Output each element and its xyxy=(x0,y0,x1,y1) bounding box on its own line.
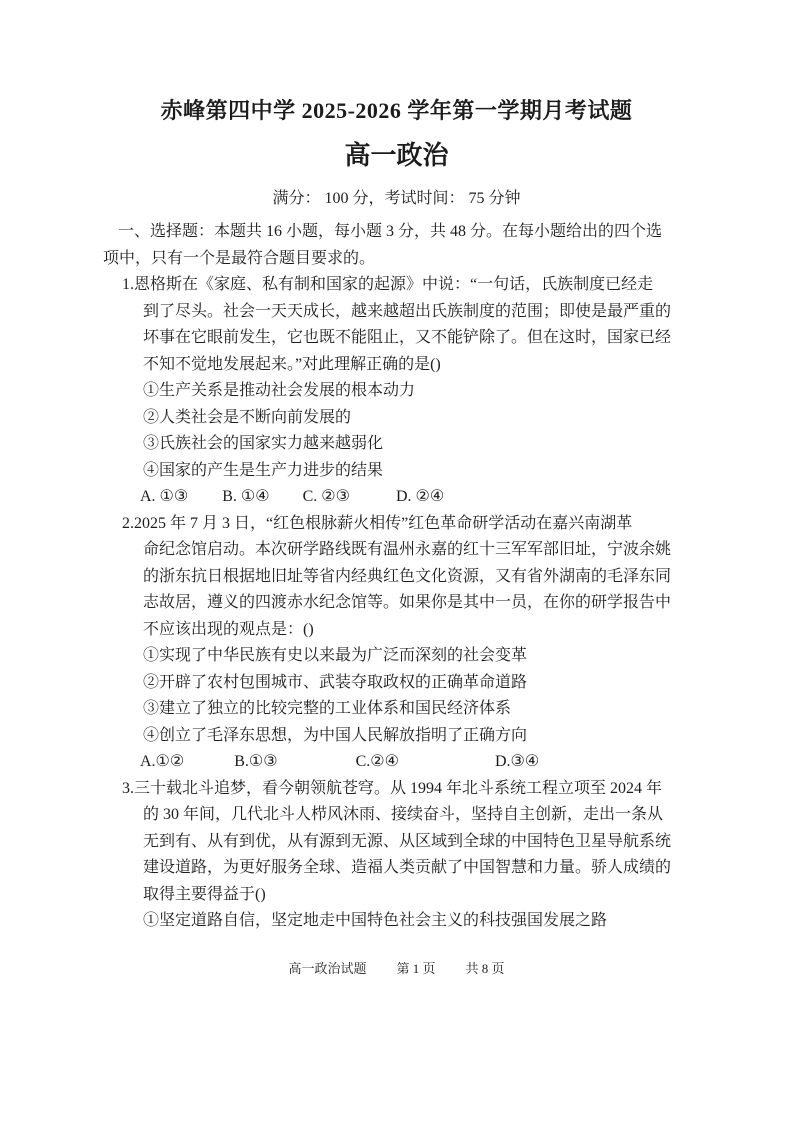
option-statement-4: ④创立了毛泽东思想，为中国人民解放指明了正确方向 xyxy=(143,726,528,744)
question-1 xyxy=(0,272,793,511)
footer-doc-label: 高一政治试题 xyxy=(288,960,367,976)
option-statement-1: ①生产关系是推动社会发展的根本动力 xyxy=(143,382,416,399)
footer-page-number: 第 1 页 xyxy=(396,960,436,976)
question-line: 2.2025 年 7 月 3 日，“红色根脉薪火相传”红色革命研学活动在嘉兴南湖革 xyxy=(122,514,633,532)
choice-c: C. ②③ xyxy=(302,488,350,505)
choice-c: C.②④ xyxy=(355,753,399,770)
question-line: 命纪念馆启动。本次研学路线既有温州永嘉的红十三军军部旧址，宁波余姚 xyxy=(143,541,672,558)
option-statement-1: ①实现了中华民族有史以来最为广泛而深刻的社会变革 xyxy=(143,647,528,664)
option-statement-2: ②开辟了农村包围城市、武装夺取政权的正确革命道路 xyxy=(143,673,528,691)
footer-total-pages: 共 8 页 xyxy=(465,960,505,976)
question-line: 不应该出现的观点是：() xyxy=(143,620,314,638)
choice-d: D. ②④ xyxy=(395,488,445,505)
question-line: 取得主要得益于() xyxy=(143,885,266,903)
question-line: 坏事在它眼前发生，它也既不能阻止，又不能铲除了。但在这时，国家已经 xyxy=(143,329,672,346)
exam-body xyxy=(0,219,793,935)
question-2 xyxy=(0,511,793,776)
option-statement-3: ③建立了独立的比较完整的工业体系和国民经济体系 xyxy=(143,700,512,717)
choice-d: D.③④ xyxy=(494,753,540,770)
question-line: 志故居，遵义的四渡赤水纪念馆等。如果你是其中一员，在你的研学报告中 xyxy=(143,594,672,611)
question-line: 1.恩格斯在《家庭、私有制和国家的起源》中说：“一句话，氏族制度已经走 xyxy=(122,276,654,293)
question-line: 的 30 年间，几代北斗人栉风沐雨、接续奋斗，坚持自主创新，走出一条从 xyxy=(143,806,664,823)
answer-choices-row xyxy=(140,484,793,511)
section-header-line: 项中，只有一个是最符合题目要求的。 xyxy=(103,249,376,267)
option-statement-4: ④国家的产生是生产力进步的结果 xyxy=(143,461,384,479)
question-line: 到了尽头。社会一天天成长，越来越超出氏族制度的范围；即使是最严重的 xyxy=(143,302,672,320)
option-statement-1: ①坚定道路自信，坚定地走中国特色社会主义的科技强国发展之路 xyxy=(143,912,608,929)
choice-a: A. ①③ xyxy=(140,488,189,505)
subject-subtitle: 高一政治 xyxy=(344,141,449,170)
page-footer xyxy=(0,961,793,977)
section-header-line: 一、选择题：本题共 16 小题，每小题 3 分，共 48 分。在每小题给出的四个选 xyxy=(118,223,663,240)
answer-choices-row xyxy=(140,749,793,776)
question-line: 无到有、从有到优，从有源到无源、从区域到全球的中国特色卫星导航系统 xyxy=(143,832,672,850)
choice-b: B. ①④ xyxy=(222,488,270,505)
question-line: 不知不觉地发展起来。”对此理解正确的是() xyxy=(143,355,441,373)
page-title: 赤峰第四中学 2025-2026 学年第一学期月考试题 xyxy=(160,98,633,123)
choice-a: A.①② xyxy=(140,753,185,770)
question-line: 的浙东抗日根据地旧址等省内经典红色文化资源，又有省外湖南的毛泽东同 xyxy=(143,567,672,585)
choice-b: B.①③ xyxy=(234,753,278,770)
question-line: 建设道路，为更好服务全球、造福人类贡献了中国智慧和力量。骄人成绩的 xyxy=(143,859,672,876)
question-3 xyxy=(0,776,793,935)
exam-meta: 满分： 100 分，考试时间： 75 分钟 xyxy=(272,190,521,207)
question-line: 3.三十载北斗追梦，看今朝领航苍穹。从 1994 年北斗系统工程立项至 2024 年 xyxy=(122,779,663,797)
option-statement-3: ③氏族社会的国家实力越来越弱化 xyxy=(143,435,384,452)
option-statement-2: ②人类社会是不断向前发展的 xyxy=(143,408,352,426)
